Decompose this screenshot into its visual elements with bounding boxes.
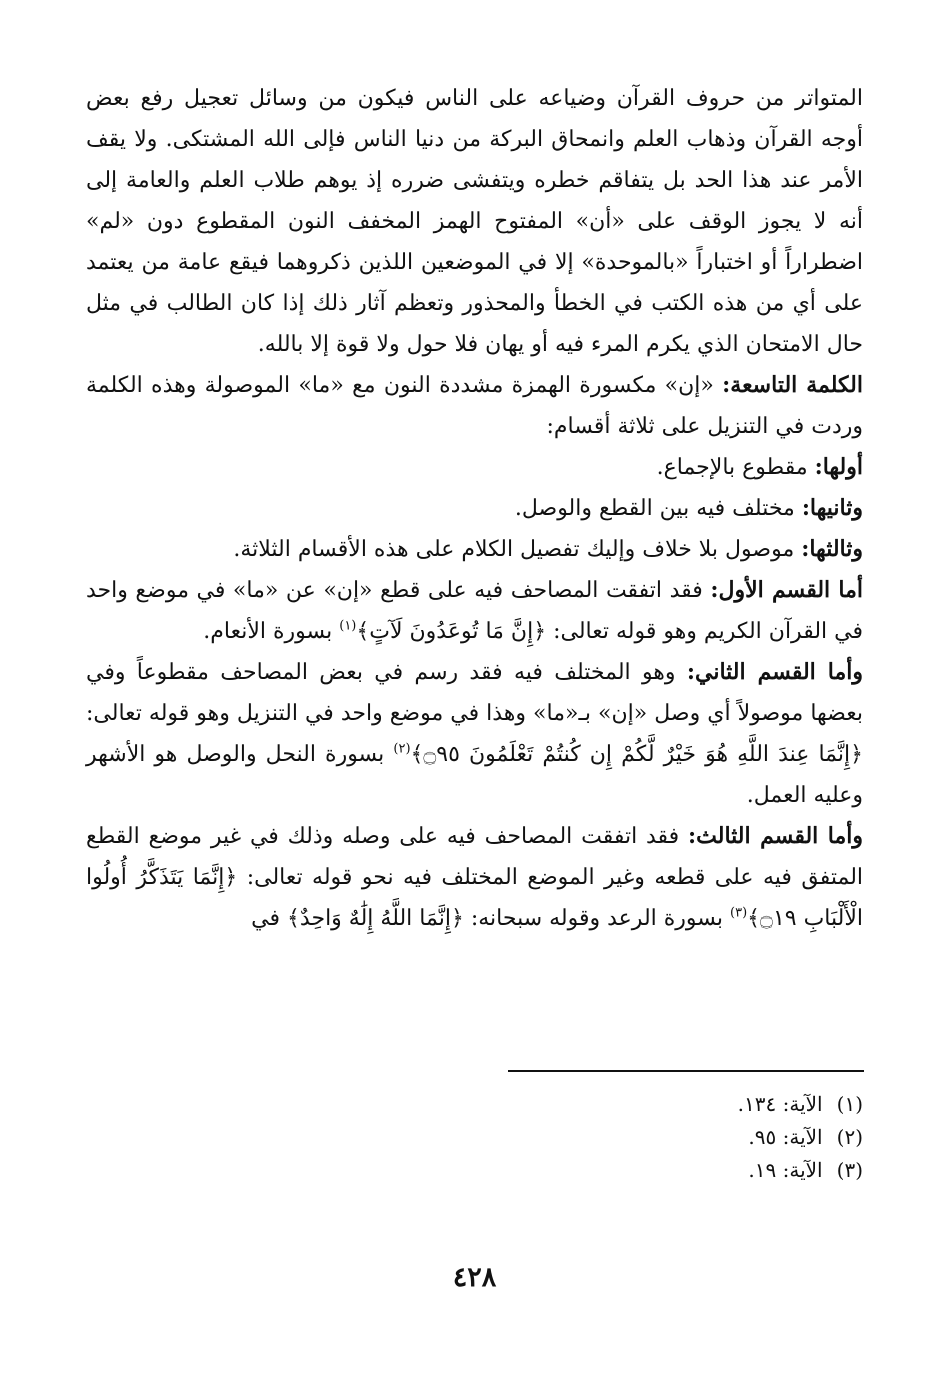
item-heading: وثالثها: bbox=[801, 536, 863, 562]
item-heading: وثانيها: bbox=[801, 495, 863, 521]
paragraph-third-type bbox=[86, 529, 863, 570]
footnote-reference: (٣) bbox=[730, 905, 748, 921]
footnote-reference: (٢) bbox=[393, 741, 411, 757]
footnote-1 bbox=[738, 1088, 863, 1121]
quran-verse: ﴿إِنَّمَا يَتَذَكَّرُ أُولُوا الْأَلْبَابِ ۝١٩﴾ bbox=[86, 865, 863, 931]
paragraph-ninth-word bbox=[86, 365, 863, 447]
item-text: موصول بلا خلاف وإليك تفصيل الكلام على هذه الأقسام الثلاثة. bbox=[233, 537, 802, 562]
quran-verse: ﴿إِنَّمَا عِندَ اللَّهِ هُوَ خَيْرٌ لَّكُمْ إِن كُنتُمْ تَعْلَمُونَ ۝٩٥﴾ bbox=[410, 742, 863, 767]
section-heading: وأما القسم الثاني: bbox=[686, 659, 863, 685]
paragraph-text-after: بسورة الأنعام. bbox=[203, 619, 340, 644]
item-text: مختلف فيه بين القطع والوصل. bbox=[514, 496, 802, 521]
paragraph-text: المتواتر من حروف القرآن وضياعه على الناس فيكون من وسائل تعجيل رفع بعض أوجه القرآن وذهاب العلم وانمحاق البركة من دنيا الناس فإلى الله المشتكى. ولا يقف الأمر عند هذا الحد بل يتفاقم خطره ويتفشى ضرره إذ يوهم طلاب العلم والعامة إلى أنه لا يجوز الوقف على «أن» المفتوح الهمز المخفف النون المقطوع دون «لم» اضطراراً أو اختباراً «بالموحدة» إلا في الموضعين اللذين ذكروهما فيقع عامة من يعتمد على أي من هذه الكتب في الخطأ والمحذور وتعظم آثار ذلك إذا كان الطالب في مثل حال الامتحان الذي يكرم المرء فيه أو يهان فلا حول ولا قوة إلا بالله. bbox=[86, 86, 863, 357]
quran-verse-2: ﴿إِنَّمَا اللَّهُ إِلَٰهٌ وَاحِدٌ﴾ bbox=[287, 906, 464, 931]
footnotes bbox=[738, 1088, 863, 1187]
paragraph-section-three bbox=[86, 816, 863, 939]
paragraph-section-two bbox=[86, 652, 863, 816]
footnote-text: الآية: ١٩. bbox=[748, 1158, 823, 1182]
quran-verse: ﴿إِنَّ مَا تُوعَدُونَ لَآتٍ﴾ bbox=[356, 619, 547, 644]
footnote-3 bbox=[738, 1154, 863, 1187]
footnote-separator bbox=[508, 1070, 864, 1072]
paragraph-text: وهو المختلف فيه فقد رسم في بعض المصاحف مقطوعاً وفي بعضها موصولاً أي وصل «إن» بـ«ما» وهذا في موضع واحد في التنزيل وهو قوله تعالى: bbox=[86, 660, 863, 726]
paragraph-text-after: بسورة النحل والوصل هو الأشهر وعليه العمل. bbox=[86, 742, 863, 808]
footnote-number: (١) bbox=[836, 1092, 863, 1116]
footnote-2 bbox=[738, 1121, 863, 1154]
paragraph-text: «إن» مكسورة الهمزة مشددة النون مع «ما» الموصولة وهذه الكلمة وردت في التنزيل على ثلاثة أقسام: bbox=[86, 373, 863, 439]
footnote-text: الآية: ١٣٤. bbox=[737, 1092, 823, 1116]
item-text: مقطوع بالإجماع. bbox=[656, 455, 815, 480]
paragraph-section-one bbox=[86, 570, 863, 652]
paragraph-1 bbox=[86, 78, 863, 365]
item-heading: أولها: bbox=[814, 454, 863, 480]
paragraph-first-type bbox=[86, 447, 863, 488]
footnote-reference: (١) bbox=[339, 618, 357, 634]
page-number: ٤٢٨ bbox=[452, 1262, 497, 1293]
footnote-number: (٢) bbox=[836, 1125, 863, 1149]
paragraph-text: فقد اتفقت المصاحف فيه على وصله وذلك في غير موضع القطع المتفق فيه على قطعه وغير الموضع المختلف فيه نحو قوله تعالى: bbox=[86, 824, 864, 890]
section-heading: أما القسم الأول: bbox=[710, 577, 863, 603]
section-heading: الكلمة التاسعة: bbox=[722, 372, 863, 398]
paragraph-text-end: في bbox=[251, 906, 288, 931]
main-text bbox=[86, 78, 863, 939]
paragraph-text-after: بسورة الرعد وقوله سبحانه: bbox=[463, 906, 731, 931]
footnote-text: الآية: ٩٥. bbox=[748, 1125, 823, 1149]
paragraph-second-type bbox=[86, 488, 863, 529]
section-heading: وأما القسم الثالث: bbox=[688, 823, 863, 849]
footnote-number: (٣) bbox=[836, 1158, 863, 1182]
paragraph-text: فقد اتفقت المصاحف فيه على قطع «إن» عن «ما» في موضع واحد في القرآن الكريم وهو قوله تعالى: bbox=[86, 578, 863, 644]
